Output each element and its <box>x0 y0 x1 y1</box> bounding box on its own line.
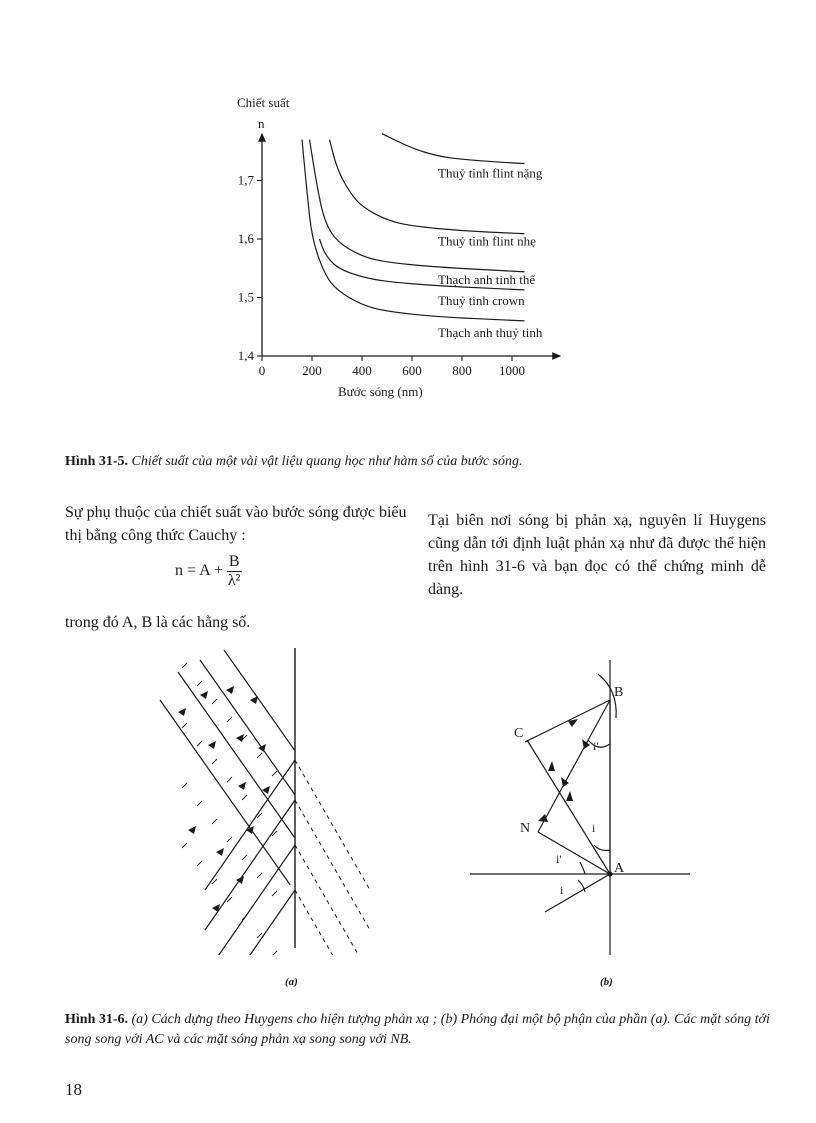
y-tick-label-3: 1,7 <box>237 172 254 188</box>
line-CA <box>527 740 610 874</box>
incident-wavefront-3 <box>224 650 295 751</box>
left-paragraph-1: Sự phụ thuộc của chiết suất vào bước sóng được biểu thị bằng công thức Cauchy : <box>65 504 407 544</box>
reflected-ray <box>545 874 610 912</box>
hatch-mark-25 <box>242 915 247 920</box>
hatch-mark-0 <box>182 663 187 668</box>
y-tick-label-1: 1,5 <box>237 289 254 305</box>
dashed-extension-2 <box>295 845 370 955</box>
angle-label-left: i' <box>556 852 562 866</box>
hatch-mark-6 <box>272 771 277 776</box>
label-N: N <box>520 821 531 836</box>
hatch-mark-7 <box>182 723 187 728</box>
formula-fraction <box>227 553 242 590</box>
formula-denominator: λ² <box>227 572 241 589</box>
cauchy-formula <box>175 553 242 590</box>
hatch-mark-3 <box>227 717 232 722</box>
hatch-mark-14 <box>182 783 187 788</box>
formula-lhs: n = A + <box>175 562 223 580</box>
incident-wavefront-1 <box>178 672 295 838</box>
hatch-mark-1 <box>197 681 202 686</box>
line-NA <box>538 832 610 874</box>
angle-arc-left <box>580 862 585 874</box>
hatch-mark-21 <box>182 843 187 848</box>
hatch-mark-27 <box>272 951 277 955</box>
series-label-3: Thuỷ tinh crown <box>438 292 525 308</box>
series-label-2: Thạch anh tinh thể <box>438 271 536 287</box>
ray-arrow-10 <box>216 848 224 856</box>
formula-numerator: B <box>228 553 240 570</box>
label-B: B <box>614 685 624 700</box>
ray-arrow-13 <box>188 826 196 834</box>
page-number: 18 <box>65 1080 82 1099</box>
dispersion-chart <box>0 0 816 420</box>
series-label-0: Thuỷ tinh flint nặng <box>438 165 543 181</box>
hatch-mark-22 <box>197 861 202 866</box>
hatch-mark-9 <box>212 759 217 764</box>
figure-31-6-caption <box>65 1010 770 1050</box>
hatch-mark-17 <box>227 837 232 842</box>
hatch-mark-11 <box>242 795 247 800</box>
hatch-mark-5 <box>257 753 262 758</box>
series-label-1: Thuỷ tinh flint nhẹ <box>438 233 536 249</box>
figure-31-6a-label: (a) <box>285 976 298 988</box>
chart-series-labels <box>438 166 543 340</box>
figure-31-5-caption-text: Chiết suất của một vài vật liệu quang học như hàm số của bước sóng. <box>131 454 523 469</box>
figure-31-6b-diagram <box>460 655 700 960</box>
x-tick-label-1: 200 <box>302 363 322 378</box>
hatch-mark-20 <box>272 891 277 896</box>
ray-arrow-7 <box>238 782 246 790</box>
incident-wavefront-2 <box>200 660 295 795</box>
x-tick-label-4: 800 <box>452 363 472 378</box>
line-CB <box>525 700 610 742</box>
x-axis-title: Bước sóng (nm) <box>338 384 423 399</box>
hatch-mark-18 <box>242 855 247 860</box>
ray-arrow-1 <box>200 691 208 699</box>
figure-31-5-caption <box>65 452 765 472</box>
hatch-mark-26 <box>257 933 262 938</box>
dashed-extension-3 <box>295 890 370 955</box>
ray-arrow-6 <box>258 744 266 752</box>
figure-31-6-caption-text: (a) Cách dựng theo Huygens cho hiện tượng phản xạ ; (b) Phóng đại một bộ phận của phần (a). Các mặt sóng tới song song với AC và các mặt sóng phản xạ song song với NB. <box>65 1012 770 1047</box>
figure-31-5-caption-label: Hình 31-5. <box>65 454 129 469</box>
hatch-mark-15 <box>197 801 202 806</box>
x-tick-label-5: 1000 <box>499 363 525 378</box>
angle-label-mid: i <box>592 821 596 835</box>
hatch-mark-8 <box>197 741 202 746</box>
arrow-on-CA-2 <box>566 791 573 801</box>
x-tick-label-0: 0 <box>258 363 266 378</box>
angle-label-bottom: i <box>560 883 564 897</box>
y-tick-label-0: 1,4 <box>237 348 254 363</box>
y-axis-symbol: n <box>258 116 265 131</box>
label-C: C <box>514 726 524 741</box>
ray-arrow-0 <box>178 708 186 716</box>
figure-31-6b-label: (b) <box>600 976 613 988</box>
left-paragraph-2: trong đó A, B là các hằng số. <box>65 614 251 631</box>
point-A-dot <box>608 872 613 877</box>
label-A: A <box>614 861 625 876</box>
arrow-on-CA-1 <box>548 761 555 771</box>
angle-label-top: i' <box>593 739 599 753</box>
x-tick-label-3: 600 <box>402 363 422 378</box>
right-paragraph: Tại biên nơi sóng bị phản xạ, nguyên lí Huygens cũng dẫn tới định luật phản xạ như đã được thể hiện trên hình 31-6 và bạn đọc có thể chứng minh dễ dàng. <box>428 512 766 598</box>
reflected-wavefront-2 <box>205 845 295 955</box>
dashed-extension-0 <box>295 760 370 890</box>
y-axis-title: Chiết suất <box>237 95 290 110</box>
ray-arrow-3 <box>250 696 258 704</box>
ray-arrow-2 <box>226 686 234 694</box>
hatch-mark-10 <box>227 777 232 782</box>
figure-31-6-caption-label: Hình 31-6. <box>65 1012 129 1027</box>
hatch-mark-16 <box>212 819 217 824</box>
series-curve-2 <box>310 140 525 272</box>
ray-arrow-4 <box>208 741 216 749</box>
angle-arc-top <box>588 740 610 747</box>
series-curve-1 <box>330 140 525 234</box>
x-tick-label-2: 400 <box>352 363 372 378</box>
line-NB <box>538 700 610 832</box>
series-label-4: Thạch anh thuỷ tinh <box>438 324 543 340</box>
y-tick-label-2: 1,6 <box>237 231 254 246</box>
reflected-wavefront-3 <box>205 890 295 955</box>
reflected-wavefront-0 <box>205 760 295 890</box>
incident-wavefront-0 <box>160 700 290 885</box>
figure-31-6a-diagram <box>150 640 380 955</box>
hatch-mark-19 <box>257 873 262 878</box>
series-curve-0 <box>382 134 525 164</box>
hatch-mark-2 <box>212 699 217 704</box>
angle-arc-mid <box>594 845 610 850</box>
ray-arrow-5 <box>236 734 244 742</box>
